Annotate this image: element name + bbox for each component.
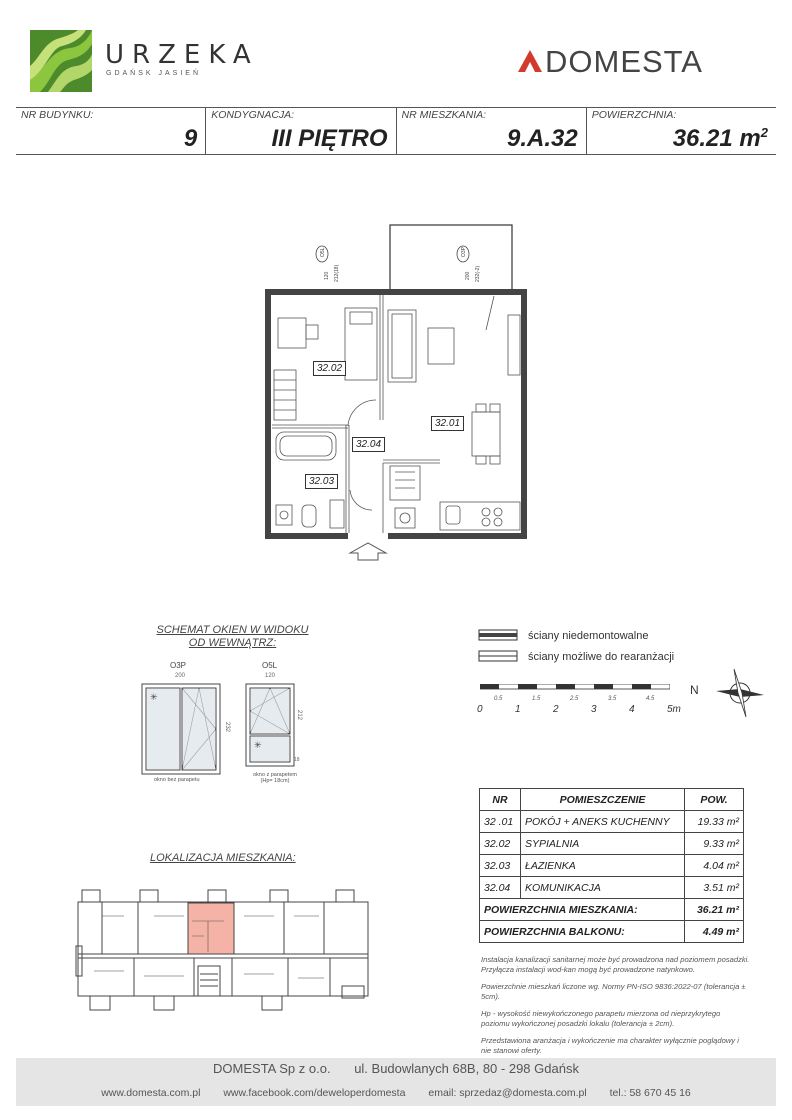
room-tag-32-01: 32.01 <box>431 416 464 431</box>
note-4: Przedstawiona aranżacja i wykończenie ma charakter wyłącznie poglądowy i nie stanowi oferty. <box>481 1036 739 1055</box>
legend-movable-walls: ściany możliwe do rearanżacji <box>528 651 675 663</box>
window1-note: okno bez parapetu <box>154 777 200 783</box>
apartment-cell <box>397 108 587 154</box>
window-dim-right-2: 232(-2) <box>475 265 481 282</box>
footer-contact-line <box>16 1087 776 1099</box>
footer-phone: tel.: 58 670 45 16 <box>609 1087 691 1099</box>
footer-email[interactable]: email: sprzedaz@domesta.com.pl <box>428 1087 587 1099</box>
table-row: 32.03 ŁAZIENKA 4.04 m² <box>480 855 744 877</box>
room-tag-32-02: 32.02 <box>313 361 346 376</box>
floor-plan <box>250 220 550 565</box>
apartment-label: NR MIESZKANIA: <box>401 109 487 121</box>
compass-icon <box>712 665 768 721</box>
svg-text:✳: ✳ <box>254 740 262 750</box>
scale-major-labels: 0 1 2 3 4 5m <box>477 704 681 715</box>
floor-label: KONDYGNACJA: <box>211 109 295 121</box>
scale-bar <box>480 684 670 694</box>
note-1: Instalacja kanalizacji sanitarnej może być prowadzona nad poziomem posadzki. Przyłącza instalacji wod-kan mogą być prowadzone natynkowo. <box>481 955 750 974</box>
window2-note: okno z parapetem (Hp= 18cm) <box>252 772 298 784</box>
floor-cell <box>206 108 396 154</box>
area-cell <box>587 108 776 154</box>
brand-subtitle: GDAŃSK JASIEŃ <box>106 70 202 77</box>
rooms-table <box>479 788 744 943</box>
table-row: 32 .01 POKÓJ + ANEKS KUCHENNY 19.33 m² <box>480 811 744 833</box>
svg-text:✳: ✳ <box>150 692 158 702</box>
area-label: POWIERZCHNIA: <box>591 109 677 121</box>
scale-minor-labels: 0.5 1.5 2.5 3.5 4.5 <box>494 696 655 702</box>
legend-swatches <box>478 629 518 665</box>
window-schema <box>140 680 310 780</box>
info-bar <box>16 107 776 155</box>
urzeka-logo-icon <box>30 30 92 92</box>
col-nr: NR <box>480 789 521 811</box>
domesta-logo-icon <box>518 50 542 72</box>
north-label: N <box>690 683 699 697</box>
window2-name: O5L <box>262 661 278 670</box>
window1-width: 200 <box>175 673 186 679</box>
window2-sill: 18 <box>294 757 300 763</box>
building-value: 9 <box>183 125 198 152</box>
footer-company-line <box>16 1061 776 1076</box>
table-total-row: POWIERZCHNIA MIESZKANIA: 36.21 m² <box>480 899 744 921</box>
window-dim-right-1: 200 <box>465 271 471 280</box>
area-value: 36.21 $m^2$ <box>672 125 768 152</box>
window-dim-left-1: 120 <box>324 271 330 280</box>
apartment-value: 9.A.32 <box>507 125 578 152</box>
table-row: 32.04 KOMUNIKACJA 3.51 m² <box>480 877 744 899</box>
footer-address: ul. Budowlanych 68B, 80 - 298 Gdańsk <box>354 1061 579 1076</box>
footer <box>16 1058 776 1106</box>
window-tag-right: O3P <box>461 246 467 257</box>
developer-logo: DOMESTA <box>545 44 703 79</box>
footer-facebook[interactable]: www.facebook.com/deweloperdomesta <box>223 1087 406 1099</box>
note-2: Powierzchnie mieszkań liczone wg. Normy PN-ISO 9836:2022-07 (tolerancja ± 5cm). <box>481 982 746 1001</box>
location-plan <box>74 886 374 1016</box>
col-room: POMIESZCZENIE <box>521 789 685 811</box>
floor-value: III PIĘTRO <box>271 125 388 152</box>
brand-name: URZEKA <box>105 40 259 70</box>
building-cell <box>16 108 206 154</box>
notes <box>481 955 751 1063</box>
footer-company: DOMESTA Sp z o.o. <box>213 1061 331 1076</box>
room-tag-32-04: 32.04 <box>352 437 385 452</box>
location-title: LOKALIZACJA MIESZKANIA: <box>150 852 296 864</box>
window1-name: O3P <box>170 661 187 670</box>
window-schema-title: SCHEMAT OKIEN W WIDOKU OD WEWNĄTRZ: <box>156 624 309 649</box>
note-3: Hp - wysokość niewykończonego parapetu mierzona od nieprzykrytego poziomu wykończonej posadzki lokalu (tolerancja ± 2cm). <box>481 1009 721 1028</box>
window-dim-left-2: 212(18) <box>334 264 340 282</box>
building-label: NR BUDYNKU: <box>21 109 94 121</box>
footer-website[interactable]: www.domesta.com.pl <box>101 1087 201 1099</box>
table-header <box>480 789 744 811</box>
window1-height: 232 <box>224 721 231 733</box>
table-row: 32.02 SYPIALNIA 9.33 m² <box>480 833 744 855</box>
window-tag-left: O5L <box>320 247 326 257</box>
table-balcony-row: POWIERZCHNIA BALKONU: 4.49 m² <box>480 921 744 943</box>
legend-fixed-walls: ściany niedemontowalne <box>528 630 649 642</box>
window2-height: 212 <box>296 709 303 721</box>
col-area: POW. <box>685 789 744 811</box>
room-tag-32-03: 32.03 <box>305 474 338 489</box>
window2-width: 120 <box>265 673 276 679</box>
